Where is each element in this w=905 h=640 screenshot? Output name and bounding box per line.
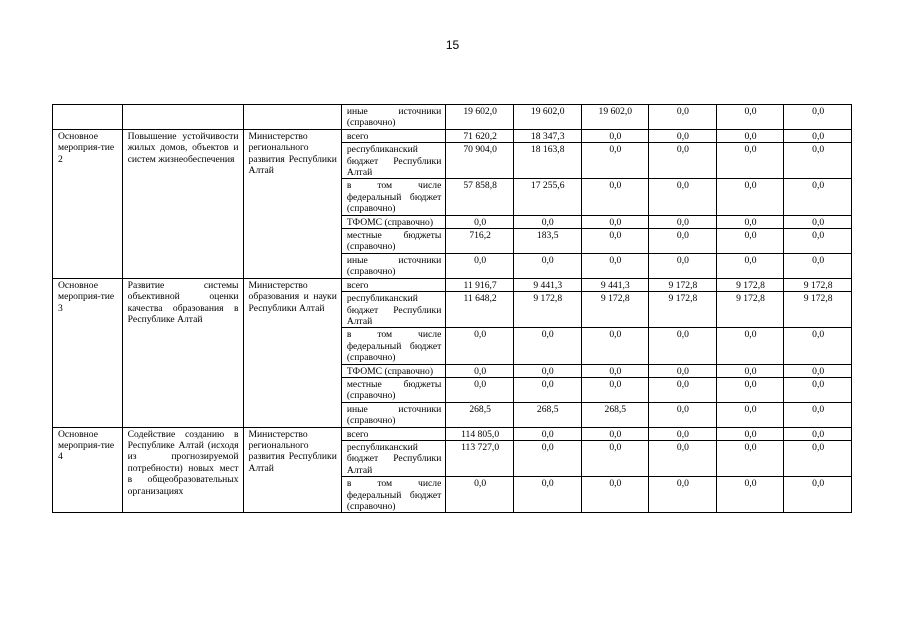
amount-cell: 9 172,8 (581, 292, 649, 328)
amount-cell: 9 172,8 (513, 292, 581, 328)
amount-cell: 18 347,3 (513, 129, 581, 142)
amount-cell: 9 172,8 (649, 278, 717, 291)
amount-cell: 0,0 (446, 215, 514, 228)
funding-source-cell: всего (341, 129, 445, 142)
table-row (53, 105, 852, 130)
amount-cell: 0,0 (649, 477, 717, 513)
event-name-cell (122, 105, 243, 130)
amount-cell: 0,0 (784, 253, 852, 278)
amount-cell: 0,0 (581, 440, 649, 476)
amount-cell: 0,0 (716, 364, 784, 377)
funding-source-cell: всего (341, 278, 445, 291)
amount-cell: 0,0 (784, 364, 852, 377)
table-row (53, 427, 852, 440)
executor-cell (243, 105, 341, 130)
amount-cell: 0,0 (784, 427, 852, 440)
amount-cell: 0,0 (716, 402, 784, 427)
budget-table (52, 104, 852, 513)
amount-cell: 0,0 (446, 477, 514, 513)
amount-cell: 0,0 (581, 377, 649, 402)
amount-cell: 0,0 (784, 440, 852, 476)
amount-cell: 0,0 (716, 143, 784, 179)
amount-cell: 0,0 (649, 105, 717, 130)
event-cell (53, 105, 123, 130)
amount-cell: 0,0 (784, 328, 852, 364)
amount-cell: 11 648,2 (446, 292, 514, 328)
amount-cell: 0,0 (513, 215, 581, 228)
amount-cell: 268,5 (581, 402, 649, 427)
amount-cell: 0,0 (581, 364, 649, 377)
amount-cell: 0,0 (581, 328, 649, 364)
funding-source-cell: местные бюджеты (справочно) (341, 377, 445, 402)
funding-source-cell: всего (341, 427, 445, 440)
amount-cell: 19 602,0 (446, 105, 514, 130)
amount-cell: 0,0 (716, 229, 784, 254)
amount-cell: 0,0 (513, 253, 581, 278)
funding-source-cell: республиканский бюджет Республики Алтай (341, 440, 445, 476)
amount-cell: 0,0 (784, 215, 852, 228)
funding-source-cell: иные источники (справочно) (341, 105, 445, 130)
amount-cell: 0,0 (649, 215, 717, 228)
event-cell: Основное мероприя-тие 4 (53, 427, 123, 513)
amount-cell: 0,0 (581, 143, 649, 179)
amount-cell: 70 904,0 (446, 143, 514, 179)
amount-cell: 0,0 (649, 328, 717, 364)
executor-cell: Министерство образования и науки Республики Алтай (243, 278, 341, 427)
amount-cell: 0,0 (784, 477, 852, 513)
amount-cell: 0,0 (513, 328, 581, 364)
funding-source-cell: в том числе федеральный бюджет (справочно) (341, 179, 445, 215)
amount-cell: 0,0 (716, 477, 784, 513)
amount-cell: 0,0 (581, 179, 649, 215)
amount-cell: 9 172,8 (716, 278, 784, 291)
amount-cell: 0,0 (446, 377, 514, 402)
amount-cell: 9 441,3 (513, 278, 581, 291)
amount-cell: 0,0 (649, 129, 717, 142)
amount-cell: 0,0 (716, 179, 784, 215)
amount-cell: 0,0 (513, 377, 581, 402)
funding-source-cell: иные источники (справочно) (341, 402, 445, 427)
amount-cell: 0,0 (513, 440, 581, 476)
amount-cell: 0,0 (649, 427, 717, 440)
amount-cell: 0,0 (581, 215, 649, 228)
amount-cell: 0,0 (649, 253, 717, 278)
funding-source-cell: ТФОМС (справочно) (341, 364, 445, 377)
amount-cell: 0,0 (649, 364, 717, 377)
amount-cell: 0,0 (581, 253, 649, 278)
amount-cell: 0,0 (581, 129, 649, 142)
amount-cell: 268,5 (513, 402, 581, 427)
amount-cell: 71 620,2 (446, 129, 514, 142)
executor-cell: Министерство регионального развития Республики Алтай (243, 129, 341, 278)
amount-cell: 9 172,8 (784, 292, 852, 328)
amount-cell: 0,0 (716, 427, 784, 440)
amount-cell: 0,0 (649, 402, 717, 427)
amount-cell: 9 172,8 (649, 292, 717, 328)
funding-source-cell: республиканский бюджет Республики Алтай (341, 143, 445, 179)
funding-source-cell: в том числе федеральный бюджет (справочно) (341, 328, 445, 364)
amount-cell: 19 602,0 (513, 105, 581, 130)
executor-cell: Министерство регионального развития Республики Алтай (243, 427, 341, 513)
amount-cell: 0,0 (784, 229, 852, 254)
amount-cell: 17 255,6 (513, 179, 581, 215)
amount-cell: 0,0 (446, 253, 514, 278)
amount-cell: 0,0 (649, 229, 717, 254)
amount-cell: 0,0 (784, 105, 852, 130)
amount-cell: 114 805,0 (446, 427, 514, 440)
funding-source-cell: в том числе федеральный бюджет (справочно) (341, 477, 445, 513)
funding-source-cell: местные бюджеты (справочно) (341, 229, 445, 254)
amount-cell: 0,0 (716, 105, 784, 130)
amount-cell: 57 858,8 (446, 179, 514, 215)
event-name-cell: Повышение устойчивости жилых домов, объектов и систем жизнеобеспечения (122, 129, 243, 278)
amount-cell: 9 172,8 (784, 278, 852, 291)
amount-cell: 0,0 (513, 427, 581, 440)
table-row (53, 129, 852, 142)
funding-source-cell: республиканский бюджет Республики Алтай (341, 292, 445, 328)
funding-source-cell: иные источники (справочно) (341, 253, 445, 278)
amount-cell: 0,0 (649, 143, 717, 179)
amount-cell: 0,0 (649, 440, 717, 476)
amount-cell: 0,0 (716, 215, 784, 228)
amount-cell: 9 172,8 (716, 292, 784, 328)
amount-cell: 18 163,8 (513, 143, 581, 179)
amount-cell: 0,0 (446, 364, 514, 377)
amount-cell: 716,2 (446, 229, 514, 254)
amount-cell: 0,0 (581, 229, 649, 254)
amount-cell: 0,0 (784, 143, 852, 179)
amount-cell: 0,0 (716, 377, 784, 402)
amount-cell: 0,0 (716, 253, 784, 278)
amount-cell: 0,0 (446, 328, 514, 364)
amount-cell: 268,5 (446, 402, 514, 427)
amount-cell: 0,0 (581, 477, 649, 513)
amount-cell: 0,0 (784, 179, 852, 215)
event-name-cell: Содействие созданию в Республике Алтай (исходя из прогнозируемой потребности) новых мест в общеобразовательных организациях (122, 427, 243, 513)
amount-cell: 19 602,0 (581, 105, 649, 130)
amount-cell: 0,0 (784, 377, 852, 402)
event-cell: Основное мероприя-тие 2 (53, 129, 123, 278)
table-row (53, 278, 852, 291)
amount-cell: 0,0 (513, 477, 581, 513)
amount-cell: 9 441,3 (581, 278, 649, 291)
event-cell: Основное мероприя-тие 3 (53, 278, 123, 427)
amount-cell: 0,0 (716, 328, 784, 364)
amount-cell: 0,0 (716, 440, 784, 476)
amount-cell: 0,0 (513, 364, 581, 377)
event-name-cell: Развитие системы объективной оценки качества образования в Республике Алтай (122, 278, 243, 427)
amount-cell: 0,0 (649, 377, 717, 402)
amount-cell: 11 916,7 (446, 278, 514, 291)
amount-cell: 0,0 (581, 427, 649, 440)
amount-cell: 0,0 (716, 129, 784, 142)
amount-cell: 0,0 (784, 129, 852, 142)
amount-cell: 183,5 (513, 229, 581, 254)
amount-cell: 0,0 (649, 179, 717, 215)
page-number: 15 (445, 38, 460, 52)
amount-cell: 113 727,0 (446, 440, 514, 476)
funding-source-cell: ТФОМС (справочно) (341, 215, 445, 228)
amount-cell: 0,0 (784, 402, 852, 427)
